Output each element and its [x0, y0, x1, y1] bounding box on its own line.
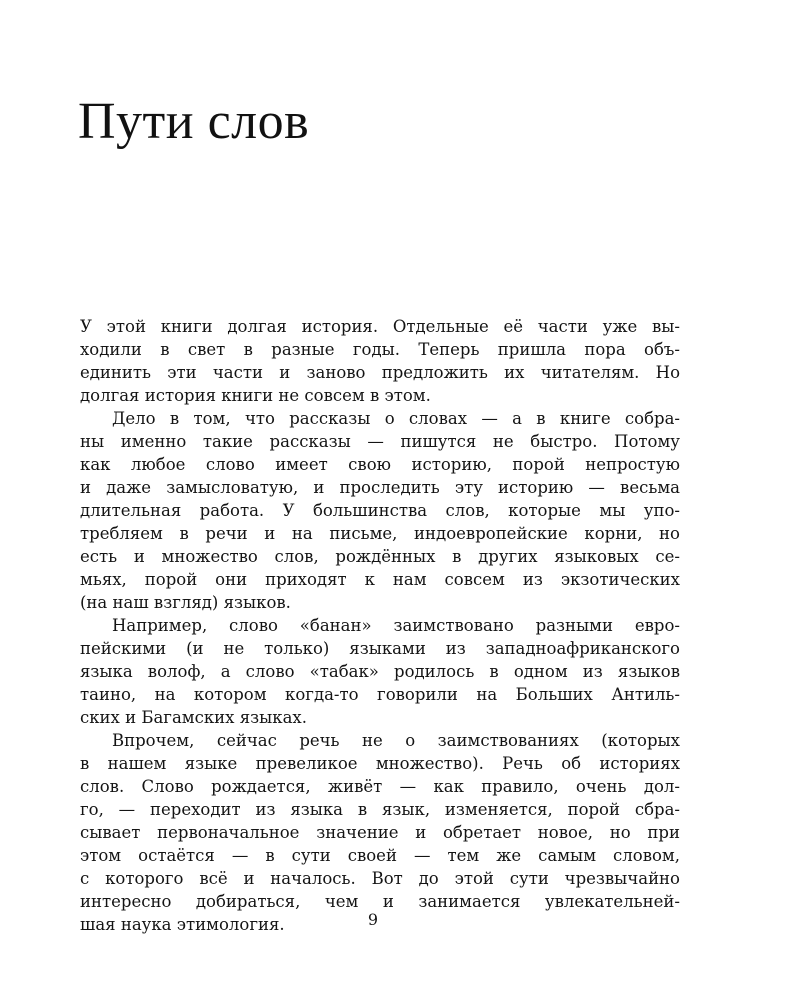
page-number: 9 — [367, 910, 379, 929]
text-line: есть и множество слов, рождённых в других языковых се- — [80, 547, 680, 566]
text-line: ских и Багамских языках. — [80, 708, 307, 727]
text-line: пейскими (и не только) языками из западноафриканского — [80, 639, 680, 658]
text-line: сывает первоначальное значение и обретает новое, но при — [80, 823, 680, 842]
text-line: слов. Слово рождается, живёт — как правило, очень дол- — [80, 777, 680, 796]
text-line: мьях, порой они приходят к нам совсем из экзотических — [80, 570, 680, 589]
text-line: шая наука этимология. — [80, 915, 285, 934]
text-line: в нашем языке превеликое множество). Речь об историях — [80, 754, 680, 773]
text-line: Дело в том, что рассказы о словах — а в книге собра- — [112, 409, 680, 428]
body-text — [80, 315, 680, 936]
text-line: Впрочем, сейчас речь не о заимствованиях (которых — [112, 731, 680, 750]
chapter-title: Пути слов — [78, 93, 310, 150]
text-line: требляем в речи и на письме, индоевропейские корни, но — [80, 524, 680, 543]
text-line: с которого всё и началось. Вот до этой сути чрезвычайно — [80, 869, 680, 888]
text-line: единить эти части и заново предложить их читателям. Но — [80, 363, 680, 382]
text-line: языка волоф, а слово «табак» родилось в одном из языков — [80, 662, 680, 681]
text-line: го, — переходит из языка в язык, изменяется, порой сбра- — [80, 800, 680, 819]
text-line: длительная работа. У большинства слов, которые мы упо- — [80, 501, 680, 520]
text-line: долгая история книги не совсем в этом. — [80, 386, 431, 405]
text-line: Например, слово «банан» заимствовано разными евро- — [112, 616, 680, 635]
text-line: интересно добираться, чем и занимается увлекательней- — [80, 892, 680, 911]
text-line: ны именно такие рассказы — пишутся не быстро. Потому — [80, 432, 680, 451]
text-line: как любое слово имеет свою историю, порой непростую — [80, 455, 680, 474]
text-line: У этой книги долгая история. Отдельные её части уже вы- — [80, 317, 680, 336]
text-line: таино, на котором когда-то говорили на Больших Антиль- — [80, 685, 680, 704]
text-line: и даже замысловатую, и проследить эту историю — весьма — [80, 478, 680, 497]
text-line: (на наш взгляд) языков. — [80, 593, 291, 612]
text-line: ходили в свет в разные годы. Теперь пришла пора объ- — [80, 340, 680, 359]
text-line: этом остаётся — в сути своей — тем же самым словом, — [80, 846, 680, 865]
